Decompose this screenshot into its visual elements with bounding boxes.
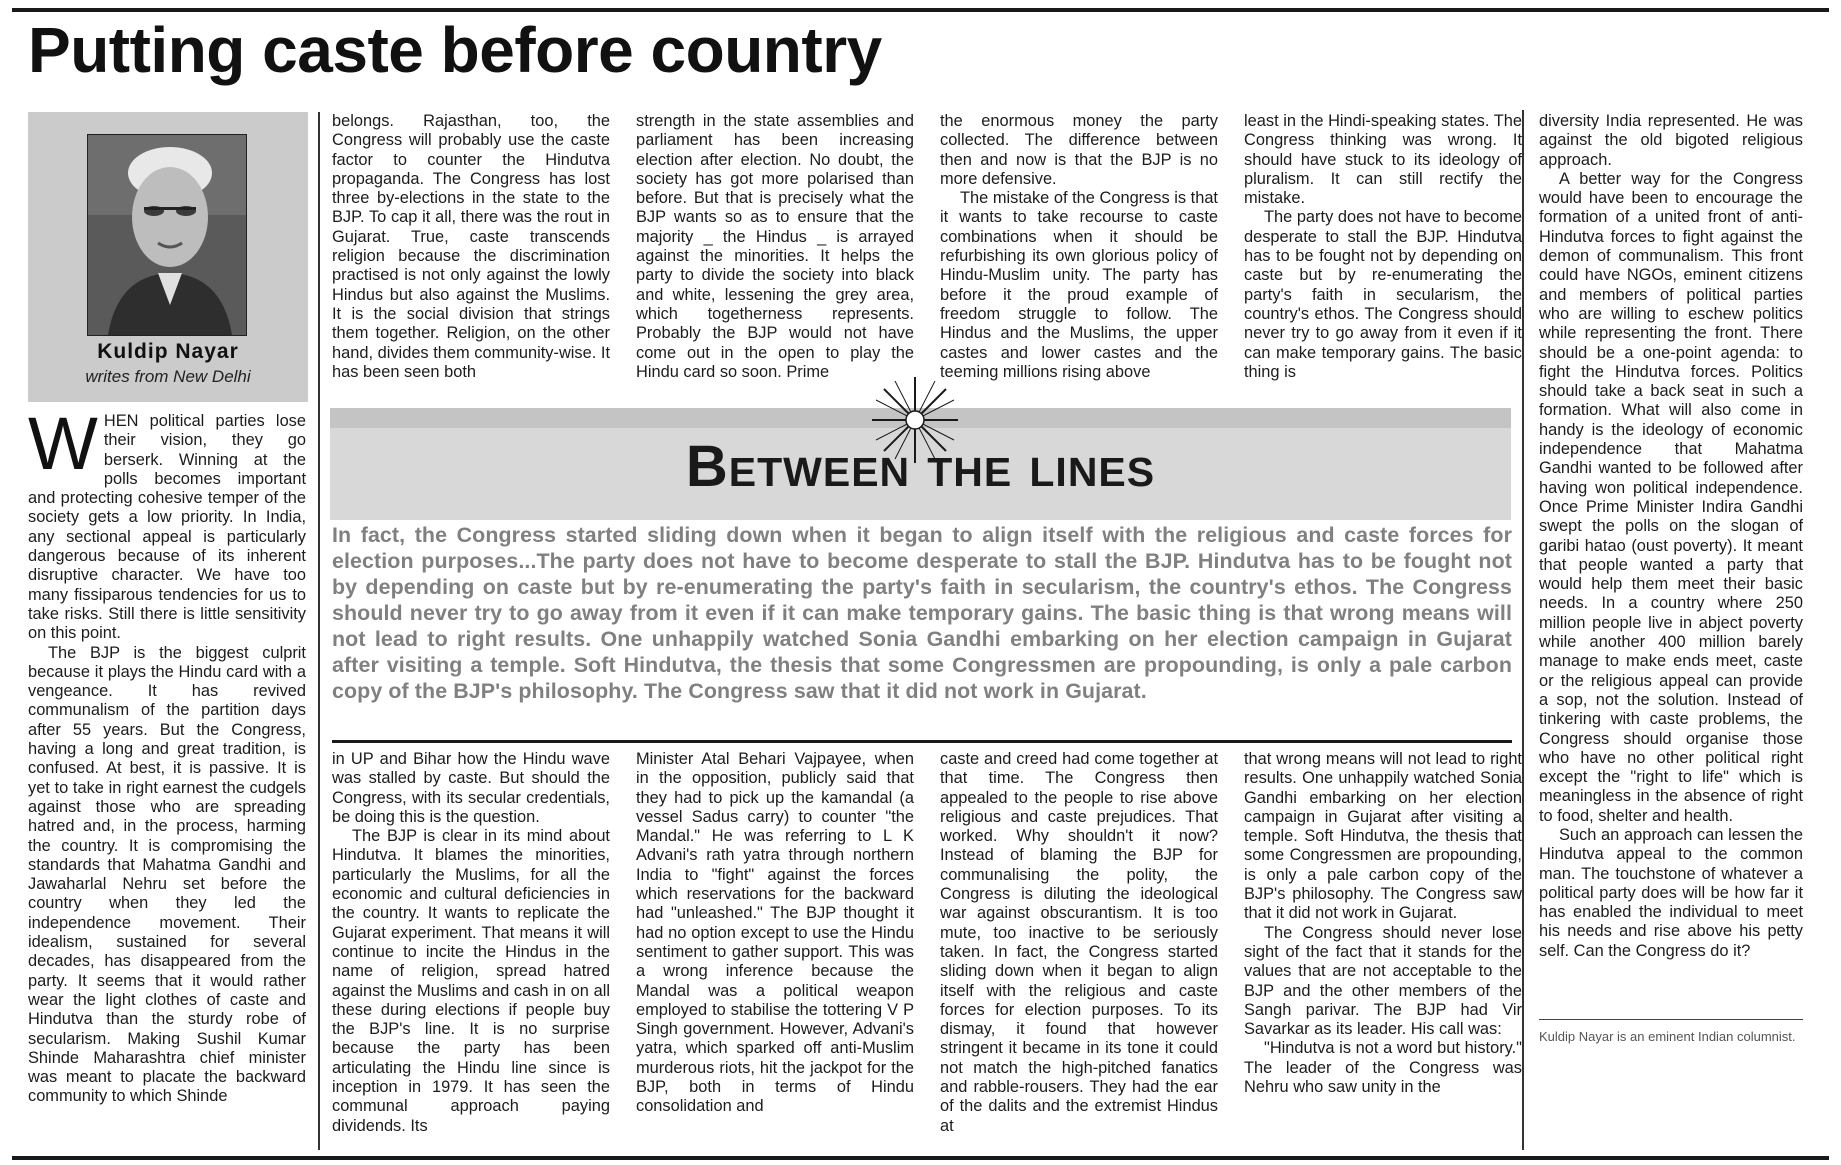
top-rule — [12, 8, 1829, 12]
article-paragraph: The mistake of the Congress is that it wants to take recourse to caste combinations when it should be refurbishing its own glorious policy of Hindu-Muslim unity. The party has before it the proud example of freedom struggle to follow. The Hindus and the Muslims, the upper castes and lower castes and the teeming millions rising above — [940, 189, 1218, 381]
article-paragraph: The party does not have to become desperate to stall the BJP. Hindutva has to be fought not by depending on caste but by re-enumerating the party's faith in secularism, the country's ethos. The Congress should never try to go away from it even if it can make temporary gains. The basic thing is — [1244, 208, 1522, 381]
box-bottom-rule — [332, 740, 1512, 743]
footnote-rule — [1539, 1019, 1803, 1020]
article-column-4-top — [940, 112, 1218, 402]
article-column-5-top — [1244, 112, 1522, 402]
article-paragraph: caste and creed had come together at that time. The Congress then appealed to the people to rise above religious and caste prejudices. That worked. Why shouldn't it now? Instead of blaming the BJP for communalising the polity, the Congress is diluting the ideological war against obscurantism. It is too mute, too inactive to be seriously taken. In fact, the Congress started sliding down when it began to align itself with the religious and caste forces for election purposes. To its dismay, it found that however stringent it became in its tone it could not match the high-pitched fanatics and rabble-rousers. They had the ear of the dalits and the extremist Hindus at — [940, 750, 1218, 1135]
drop-cap: W — [28, 412, 98, 485]
article-paragraph: strength in the state assemblies and parliament has been increasing election after election. No doubt, the society has got more polarised than before. But that is precisely what the BJP wants so as to ensure that the majority _ the Hindus _ is arrayed against the minorities. It helps the party to divide the society into black and white, lessening the grey area, which togetherness represents. Probably the BJP would not have come out in the open to play the Hindu card so soon. Prime — [636, 112, 914, 381]
article-paragraph: diversity India represented. He was against the old bigoted religious approach. — [1539, 112, 1803, 169]
column-divider — [1522, 110, 1524, 1150]
headline: Putting caste before country — [28, 14, 882, 86]
portrait-image — [88, 135, 246, 335]
bottom-rule — [12, 1156, 1829, 1160]
box-title: Between the lines — [685, 434, 1156, 499]
author-name: Kuldip Nayar — [97, 340, 239, 363]
article-paragraph: in UP and Bihar how the Hindu wave was stalled by caste. But should the Congress, with its secular credentials, be doing this is the question. — [332, 750, 610, 826]
article-column-3-top — [636, 112, 914, 402]
article-paragraph: least in the Hindi-speaking states. The Congress thinking was wrong. It should have stuck to its ideology of pluralism. It can still rectify the mistake. — [1244, 112, 1522, 208]
paragraph-text: HEN political parties lose their vision, they go berserk. Winning at the polls becomes important and protecting cohesive temper of the society gets a low priority. In India, any sectional appeal is particularly dangerous because of its inherent disruptive character. We have too many fissiparous tendencies for us to take risks. Still there is little sensitivity on this point. — [28, 412, 306, 643]
article-paragraph: A better way for the Congress would have been to encourage the formation of a united front of anti-Hindutva forces to fight against the demon of communalism. This front could have NGOs, eminent citizens and members of political parties who are willing to eschew politics while representing the front. There should be a one-point agenda: to fight the Hindutva forces. Politics should take a back seat in such a formation. What will also come in handy is the ideology of economic independence that Mahatma Gandhi wanted to be followed after having won political independence. Once Prime Minister Indira Gandhi swept the polls on the slogan of garibi hatao (oust poverty). It meant that people wanted a party that would help them meet their basic needs. In a country where 250 million people live in abject poverty while another 400 million barely manage to make ends meet, caste or the religious appeal can provide a sop, not the solution. Instead of tinkering with caste problems, the Congress should organise those who have no other political right except the "right to life" which is meaningless in the absence of right to food, shelter and health. — [1539, 169, 1803, 825]
author-portrait — [87, 134, 247, 336]
article-paragraph: that wrong means will not lead to right results. One unhappily watched Sonia Gandhi embarking on her election campaign in Gujarat after visiting a temple. Soft Hindutva, the thesis that some Congressmen are propounding, is only a pale carbon copy of the BJP's philosophy. The Congress saw that it did not work in Gujarat. — [1244, 750, 1522, 923]
article-paragraph: The BJP is clear in its mind about Hindutva. It blames the minorities, particularly the Muslims, for all the economic and cultural deficiencies in the country. It wants to replicate the Gujarat experiment. That means it will continue to incite the Hindus in the name of religion, spread hatred against the Muslims and cash in on all these during elections if people buy the BJP's line. It is no surprise because the party has been articulating the Hindu line since is inception in 1979. It has seen the communal approach paying dividends. Its — [332, 827, 610, 1135]
article-column-1 — [28, 412, 306, 1152]
article-column-5-bottom — [1244, 750, 1522, 1150]
author-footnote: Kuldip Nayar is an eminent Indian columnist. — [1539, 1029, 1796, 1044]
article-paragraph: "Hindutva is not a word but history." The leader of the Congress was Nehru who saw unity in the — [1244, 1039, 1522, 1097]
article-paragraph: The BJP is the biggest culprit because it plays the Hindu card with a vengeance. It has revived communalism of the partition days after 55 years. But the Congress, having a long and great tradition, is confused. At best, it is passive. It is yet to take in right earnest the cudgels against those who are spreading hatred and, in the process, harming the country. It is compromising the standards that Mahatma Gandhi and Jawaharlal Nehru set before the country when they led the independence movement. Their idealism, sustained for several decades, has disappeared from the party. It seems that it would rather wear the light clothes of caste and Hindutva than the sturdy robe of secularism. Making Sushil Kumar Shinde Maharashtra chief minister was meant to placate the backward community to which Shinde — [28, 643, 306, 1106]
article-column-4-bottom — [940, 750, 1218, 1150]
pull-quote: In fact, the Congress started sliding down when it began to align itself with the religious and caste forces for election purposes...The party does not have to become desperate to stall the BJP. Hindutva has to be fought not by depending on caste but by re-enumerating the party's faith in secularism, the country's ethos. The Congress should never try to go away from it even if it can make temporary gains. The basic thing is that wrong means will not lead to right results. One unhappily watched Sonia Gandhi embarking on her election campaign in Gujarat after visiting a temple. Soft Hindutva, the thesis that some Congressmen are propounding, is only a pale carbon copy of the BJP's philosophy. The Congress saw that it did not work in Gujarat. — [332, 523, 1512, 703]
article-paragraph: the enormous money the party collected. The difference between then and now is that the BJP is no more defensive. — [940, 112, 1218, 188]
article-column-3-bottom — [636, 750, 914, 1150]
article-column-2-top — [332, 112, 610, 402]
article-paragraph: Such an approach can lessen the Hindutva appeal to the common man. The touchstone of whatever a political party does will be how far it has enabled the individual to meet his needs and rise above his petty self. Can the Congress do it? — [1539, 825, 1803, 960]
article-paragraph: belongs. Rajasthan, too, the Congress will probably use the caste factor to counter the Hindutva propaganda. The Congress has lost three by-elections in the state to the BJP. To cap it all, there was the rout in Gujarat. True, caste transcends religion because the discrimination practised is not only against the lowly Hindus but also against the Muslims. It is the social division that strings them together. Religion, on the other hand, divides them community-wise. It has been seen both — [332, 112, 610, 381]
article-paragraph: The Congress should never lose sight of the fact that it stands for the values that are not acceptable to the BJP and the other members of the Sangh parivar. The BJP had Vir Savarkar as its leader. His call was: — [1244, 923, 1522, 1039]
author-box — [28, 112, 308, 402]
column-divider — [318, 112, 320, 1150]
article-column-2-bottom — [332, 750, 610, 1150]
article-paragraph: Minister Atal Behari Vajpayee, when in the opposition, publicly said that they had to pick up the kamandal (a vessel Sadus carry) to counter "the Mandal." He was referring to L K Advani's rath yatra through northern India to "fight" against the forces which reservations for the backward had "unleashed." The BJP thought it had no option except to use the Hindu sentiment to gather support. This was a wrong inference because the Mandal was a political weapon employed to stabilise the tottering V P Singh government. However, Advani's yatra, which sparked off anti-Muslim murderous riots, hit the jackpot for the BJP, both in terms of Hindu consolidation and — [636, 750, 914, 1116]
author-subtitle: writes from New Delhi — [85, 367, 251, 386]
article-paragraph — [28, 412, 306, 644]
article-column-6 — [1539, 112, 1803, 1017]
